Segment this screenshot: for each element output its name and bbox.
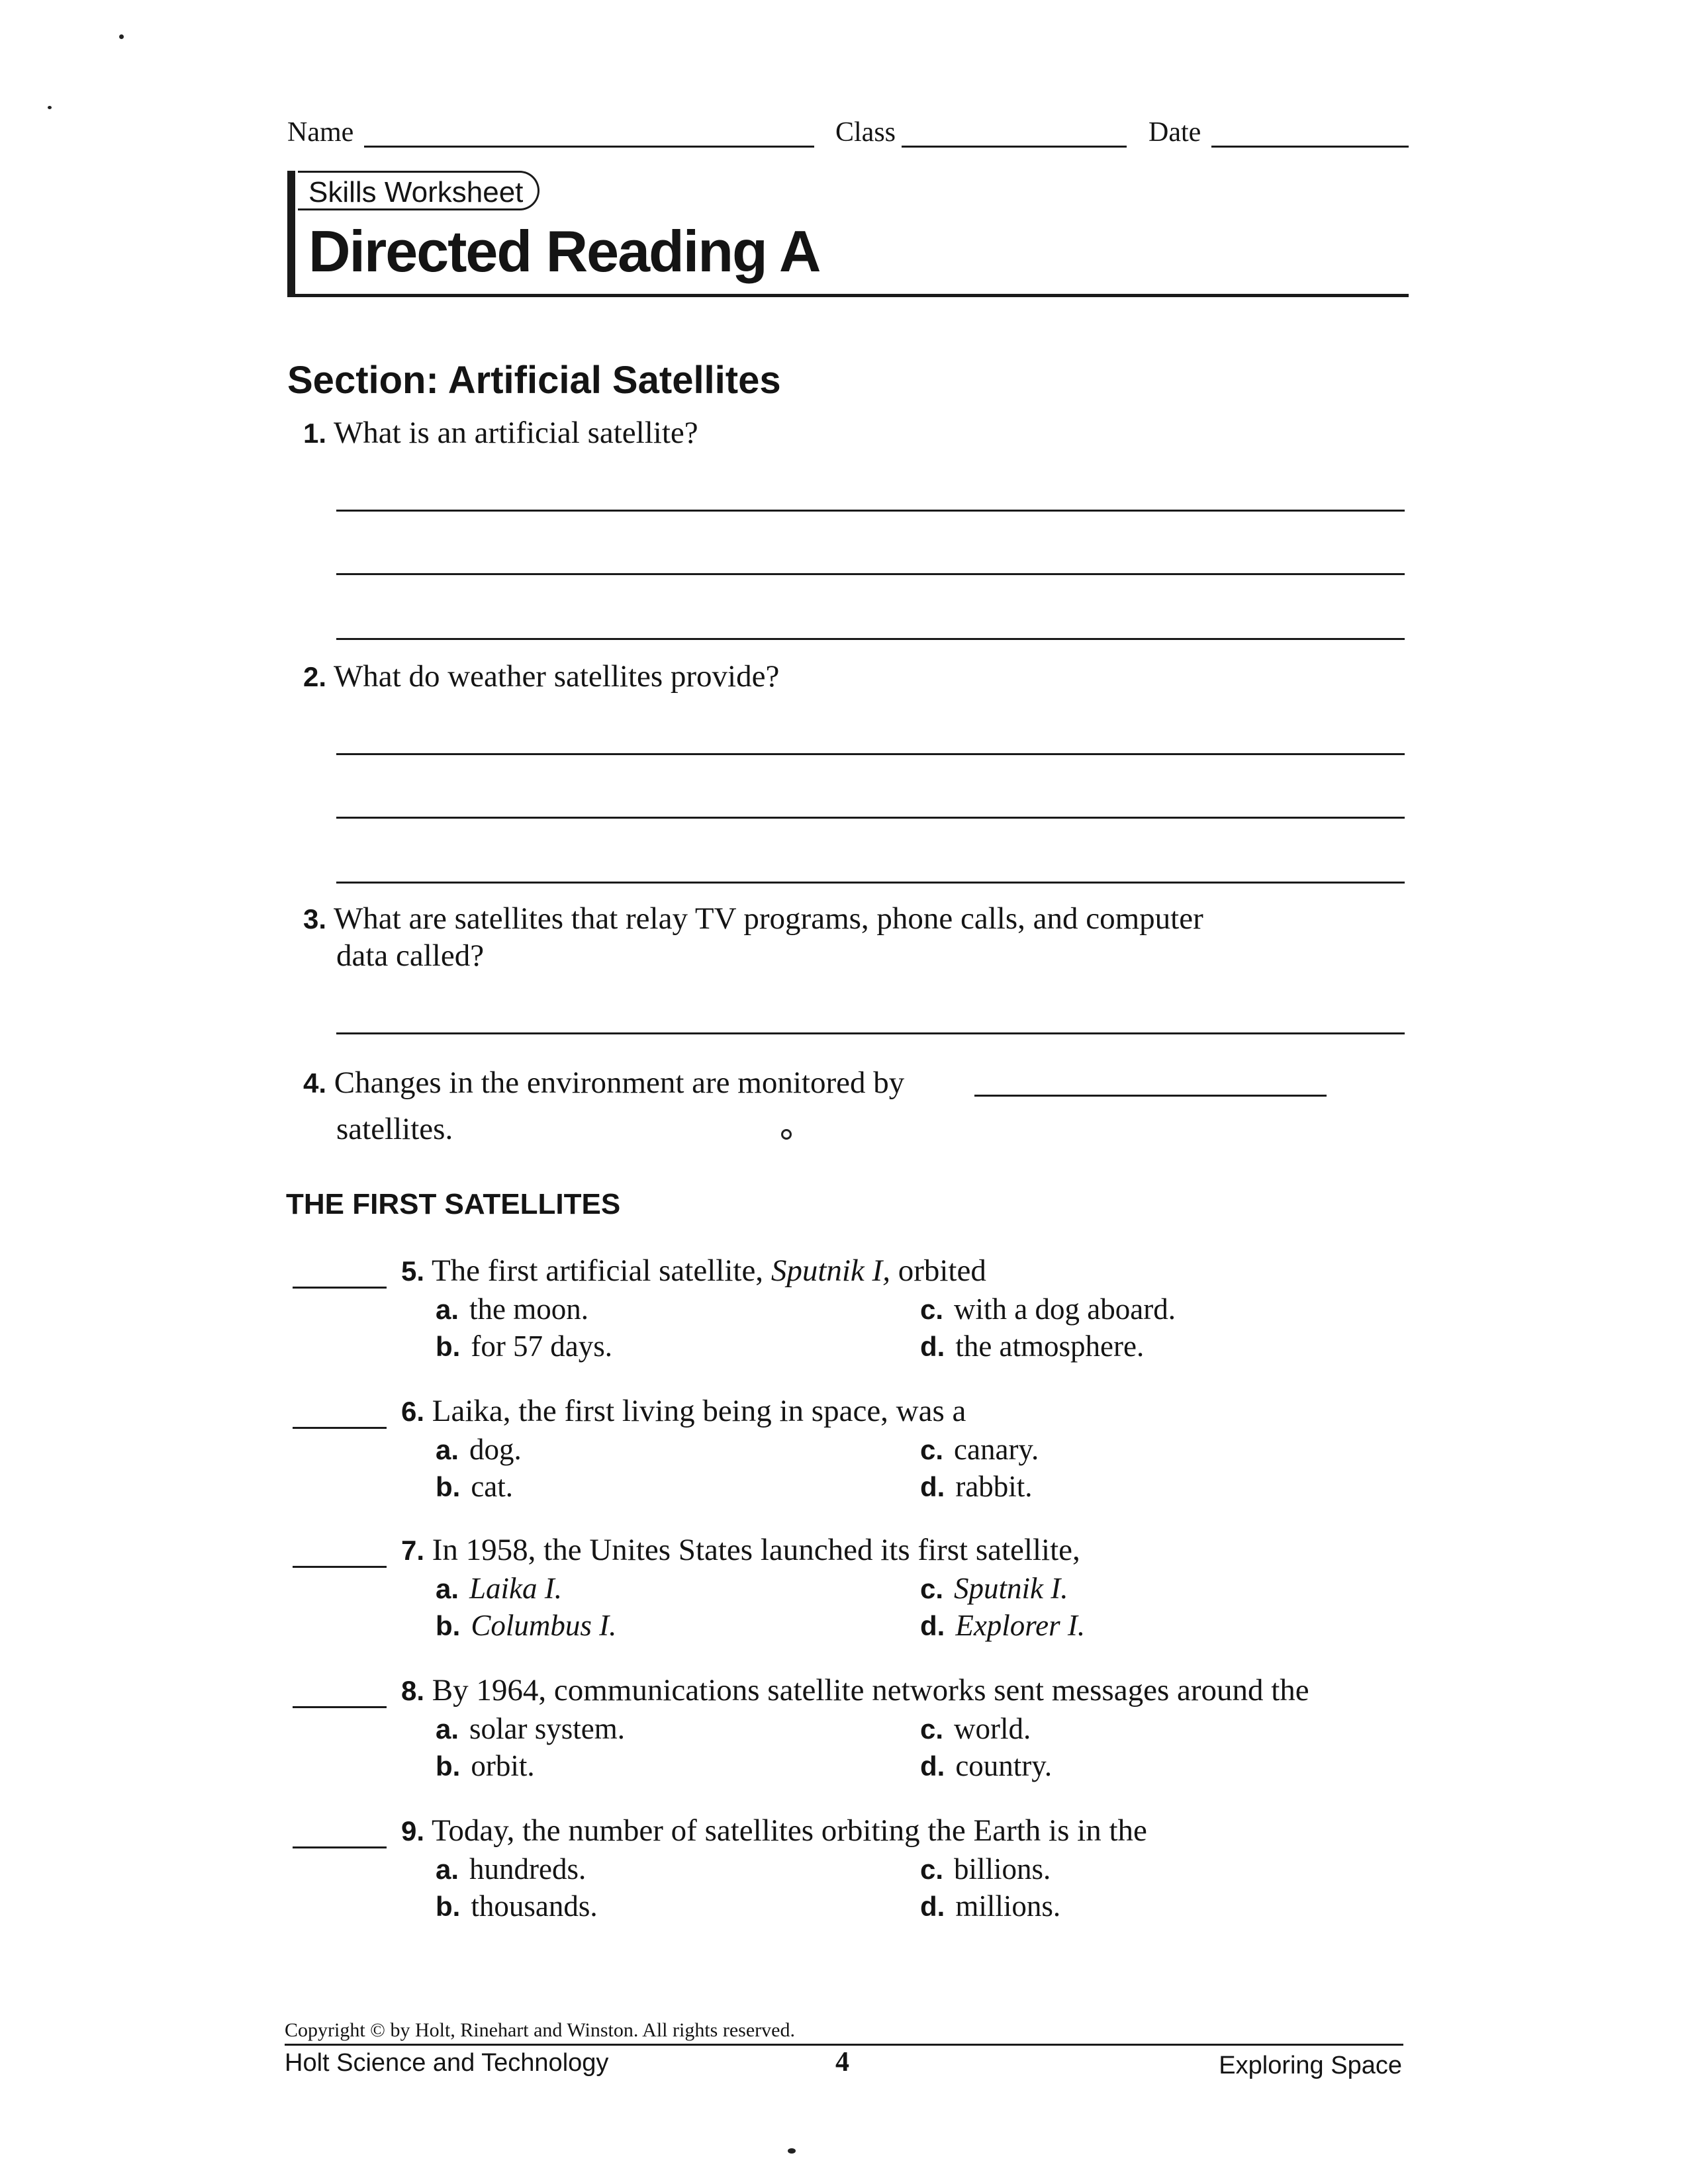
option-b (436, 1468, 513, 1506)
answer-line[interactable] (336, 882, 1405, 884)
option-text: millions. (955, 1889, 1061, 1923)
class-field[interactable] (902, 146, 1127, 148)
answer-line[interactable] (336, 753, 1405, 755)
option-letter: a. (436, 1713, 459, 1745)
question-number: 9. (401, 1815, 425, 1846)
publisher-name: Holt Science and Technology (285, 2049, 609, 2077)
option-b (436, 1747, 535, 1785)
question-text-italic: Sputnik I, (771, 1253, 890, 1288)
option-text: country. (955, 1749, 1053, 1782)
question-3 (303, 900, 1203, 938)
option-c (920, 1570, 1068, 1608)
date-label: Date (1149, 117, 1201, 148)
name-field[interactable] (364, 146, 814, 148)
option-b (436, 1888, 598, 1925)
option-letter: b. (436, 1891, 461, 1922)
option-text: the moon. (469, 1293, 589, 1326)
subsection-title: THE FIRST SATELLITES (286, 1188, 621, 1220)
option-text: billions. (954, 1852, 1051, 1886)
option-d (920, 1607, 1085, 1645)
scan-speck (788, 2148, 796, 2154)
option-text: canary. (954, 1433, 1039, 1466)
copyright-notice: Copyright © by Holt, Rinehart and Winston. All rights reserved. (285, 2019, 795, 2041)
option-letter: d. (920, 1891, 945, 1922)
option-letter: c. (920, 1573, 944, 1604)
option-text: Laika I. (469, 1572, 563, 1605)
option-c (920, 1850, 1051, 1888)
option-text: the atmosphere. (955, 1330, 1145, 1363)
question-8 (401, 1672, 1309, 1709)
option-text: for 57 days. (471, 1330, 613, 1363)
option-text: solar system. (469, 1712, 626, 1745)
fill-in-blank[interactable] (974, 1095, 1327, 1097)
option-letter: b. (436, 1751, 461, 1782)
option-letter: d. (920, 1610, 945, 1641)
option-letter: c. (920, 1434, 944, 1465)
question-number: 1. (303, 418, 327, 449)
option-d (920, 1328, 1144, 1365)
answer-blank[interactable] (293, 1706, 387, 1708)
class-label: Class (835, 117, 896, 148)
option-a (436, 1431, 522, 1469)
option-a (436, 1710, 625, 1748)
date-field[interactable] (1211, 146, 1409, 148)
answer-blank[interactable] (293, 1566, 387, 1568)
question-number: 7. (401, 1535, 425, 1566)
answer-line[interactable] (336, 817, 1405, 819)
page-title: Directed Reading A (308, 218, 820, 284)
answer-line[interactable] (336, 638, 1405, 640)
option-text: thousands. (471, 1889, 598, 1923)
option-letter: d. (920, 1751, 945, 1782)
question-text: By 1964, communications satellite networks sent messages around the (432, 1673, 1309, 1707)
answer-blank[interactable] (293, 1846, 387, 1848)
option-b (436, 1328, 612, 1365)
answer-line[interactable] (336, 573, 1405, 575)
question-text: What is an artificial satellite? (333, 416, 698, 450)
answer-blank[interactable] (293, 1287, 387, 1289)
question-4 (303, 1064, 904, 1102)
skills-worksheet-tab: Skills Worksheet (298, 171, 539, 210)
option-text: rabbit. (955, 1470, 1033, 1503)
option-letter: b. (436, 1331, 461, 1362)
question-text: What do weather satellites provide? (333, 659, 780, 694)
answer-line[interactable] (336, 510, 1405, 512)
question-7 (401, 1531, 1080, 1569)
option-c (920, 1431, 1039, 1469)
option-letter: b. (436, 1471, 461, 1502)
name-label: Name (287, 117, 354, 148)
option-text: hundreds. (469, 1852, 586, 1886)
option-text: with a dog aboard. (954, 1293, 1176, 1326)
question-text: What are satellites that relay TV programs, phone calls, and computer (333, 901, 1203, 936)
answer-line[interactable] (336, 1032, 1405, 1034)
question-number: 2. (303, 661, 327, 692)
chapter-name: Exploring Space (1219, 2052, 1402, 2079)
option-letter: c. (920, 1713, 944, 1745)
option-letter: a. (436, 1854, 459, 1885)
option-text: cat. (471, 1470, 514, 1503)
option-c (920, 1710, 1031, 1748)
option-text: Explorer I. (955, 1609, 1086, 1642)
option-a (436, 1570, 562, 1608)
question-number: 8. (401, 1675, 425, 1706)
question-text: Laika, the first living being in space, was a (432, 1394, 966, 1428)
banner-bar (287, 171, 295, 294)
option-c (920, 1291, 1176, 1328)
option-text: world. (954, 1712, 1031, 1745)
question-text: Changes in the environment are monitored by (334, 1066, 905, 1100)
option-text: dog. (469, 1433, 522, 1466)
option-letter: d. (920, 1331, 945, 1362)
question-3-continued: data called? (336, 938, 485, 973)
option-letter: b. (436, 1610, 461, 1641)
option-b (436, 1607, 616, 1645)
question-text: The first artificial satellite, (431, 1253, 771, 1288)
page-number: 4 (835, 2047, 849, 2077)
option-letter: a. (436, 1294, 459, 1325)
option-a (436, 1291, 588, 1328)
footer-rule (285, 2044, 1403, 2046)
option-d (920, 1468, 1033, 1506)
option-d (920, 1888, 1060, 1925)
option-letter: d. (920, 1471, 945, 1502)
question-number: 5. (401, 1255, 425, 1287)
question-1 (303, 414, 698, 452)
option-a (436, 1850, 586, 1888)
option-letter: a. (436, 1434, 459, 1465)
question-4-continued: satellites. (336, 1112, 453, 1146)
question-6 (401, 1392, 966, 1430)
scan-mark (781, 1129, 792, 1140)
question-9 (401, 1812, 1147, 1850)
title-rule (287, 294, 1409, 297)
question-number: 3. (303, 903, 327, 934)
scan-speck (119, 34, 124, 39)
option-text: orbit. (471, 1749, 535, 1782)
scan-speck (48, 106, 52, 109)
question-5 (401, 1252, 986, 1290)
question-text: In 1958, the Unites States launched its first satellite, (432, 1533, 1080, 1567)
answer-blank[interactable] (293, 1427, 387, 1429)
option-letter: a. (436, 1573, 459, 1604)
question-text-end: orbited (890, 1253, 986, 1288)
question-number: 4. (303, 1068, 327, 1099)
option-letter: c. (920, 1854, 944, 1885)
option-text: Sputnik I. (954, 1572, 1068, 1605)
option-d (920, 1747, 1052, 1785)
question-number: 6. (401, 1396, 425, 1427)
option-text: Columbus I. (471, 1609, 617, 1642)
question-2 (303, 658, 779, 696)
question-text: Today, the number of satellites orbiting the Earth is in the (431, 1813, 1147, 1848)
option-letter: c. (920, 1294, 944, 1325)
section-title: Section: Artificial Satellites (287, 359, 781, 402)
